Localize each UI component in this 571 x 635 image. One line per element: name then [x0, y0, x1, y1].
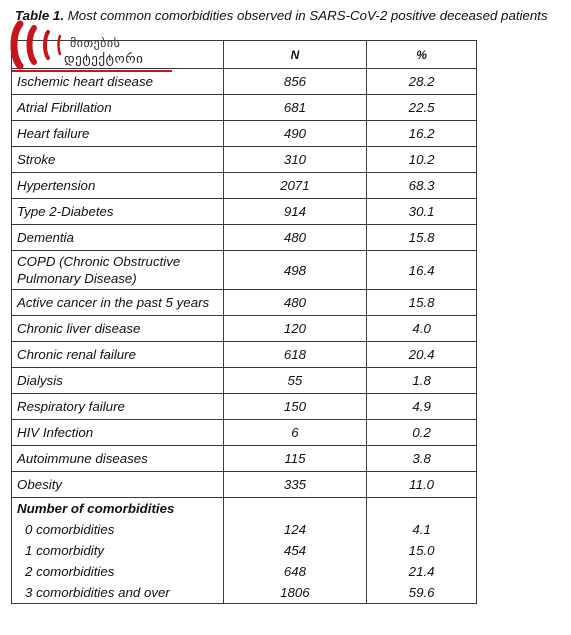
table-body: [12, 69, 477, 498]
table-row: [12, 147, 477, 173]
comorbidity-count-n-value: 124: [283, 522, 306, 537]
row-percent-value: 20.4: [367, 342, 477, 368]
spacer: [230, 498, 361, 519]
comorbidity-count-n-value: 648: [283, 564, 306, 579]
comorbidity-count-labels: [12, 498, 224, 604]
red-wave-logo-icon: [8, 20, 68, 70]
logo-text-line2: დეტექტორი: [64, 51, 144, 66]
table-row: [12, 342, 477, 368]
table-row: [12, 95, 477, 121]
spacer: [373, 498, 470, 519]
row-percent-value: 16.4: [367, 251, 477, 290]
row-label: Ischemic heart disease: [12, 69, 224, 95]
row-n-value: 914: [223, 199, 367, 225]
row-n-value: 618: [223, 342, 367, 368]
table-row: [12, 199, 477, 225]
row-label: Dementia: [12, 225, 224, 251]
row-percent-value: 4.9: [367, 394, 477, 420]
row-n-value: 150: [223, 394, 367, 420]
row-n-value: 856: [223, 69, 367, 95]
row-label: Stroke: [12, 147, 224, 173]
row-percent-value: 16.2: [367, 121, 477, 147]
caption-label: Table 1.: [15, 8, 65, 23]
row-percent-value: 3.8: [367, 446, 477, 472]
table-row: [12, 446, 477, 472]
row-n-value: 490: [223, 121, 367, 147]
row-percent-value: 10.2: [367, 147, 477, 173]
row-label: Dialysis: [12, 368, 224, 394]
row-percent-value: 15.8: [367, 290, 477, 316]
comorbidity-count-label: 1 comorbidity: [25, 543, 105, 558]
row-n-value: 480: [223, 225, 367, 251]
table-row: [12, 368, 477, 394]
row-n-value: 2071: [223, 173, 367, 199]
row-n-value: 310: [223, 147, 367, 173]
table-row: [12, 472, 477, 498]
row-n-value: 498: [223, 251, 367, 290]
row-label: Atrial Fibrillation: [12, 95, 224, 121]
row-n-value: 480: [223, 290, 367, 316]
row-n-value: 115: [223, 446, 367, 472]
row-label: Respiratory failure: [12, 394, 224, 420]
comorbidity-count-label: 2 comorbidities: [25, 564, 115, 579]
row-n-value: 681: [223, 95, 367, 121]
row-percent-value: 28.2: [367, 69, 477, 95]
row-n-value: 335: [223, 472, 367, 498]
table-row: [12, 225, 477, 251]
row-label: Autoimmune diseases: [12, 446, 224, 472]
comorbidity-count-n-value: 454: [283, 543, 306, 558]
row-percent-value: 4.0: [367, 316, 477, 342]
row-label: Type 2-Diabetes: [12, 199, 224, 225]
row-percent-value: 11.0: [367, 472, 477, 498]
comorbidity-count-percent-value: 21.4: [408, 564, 435, 579]
row-percent-value: 1.8: [367, 368, 477, 394]
comorbidity-count-block: [12, 498, 477, 604]
logo-text-line1: მითების: [70, 36, 121, 50]
row-percent-value: 30.1: [367, 199, 477, 225]
row-label: Chronic liver disease: [12, 316, 224, 342]
row-percent-value: 22.5: [367, 95, 477, 121]
row-label: Heart failure: [12, 121, 224, 147]
table-row: [12, 316, 477, 342]
comorbidities-table: [11, 40, 477, 604]
row-label: Chronic renal failure: [12, 342, 224, 368]
comorbidity-count-percent-value: 15.0: [408, 543, 435, 558]
table-row: [12, 251, 477, 290]
comorbidity-count-n: [223, 498, 367, 604]
comorbidity-count-label: 3 comorbidities and over: [25, 585, 170, 600]
comorbidity-count-percent-value: 4.1: [412, 522, 431, 537]
comorbidity-count-n-value: 1806: [280, 585, 310, 600]
logo-underline: [12, 70, 172, 72]
comorbidity-count-percent: [367, 498, 477, 604]
caption-text: Most common comorbidities observed in SARS-CoV-2 positive deceased patients: [67, 8, 548, 23]
row-percent-value: 15.8: [367, 225, 477, 251]
row-label: Active cancer in the past 5 years: [12, 290, 224, 316]
row-label: Hypertension: [12, 173, 224, 199]
table-row: [12, 173, 477, 199]
table-row: [12, 394, 477, 420]
watermark-logo: [8, 20, 178, 78]
row-n-value: 6: [223, 420, 367, 446]
header-n: N: [223, 41, 367, 69]
table-row: [12, 420, 477, 446]
comorbidity-count-label: 0 comorbidities: [25, 522, 115, 537]
row-label: HIV Infection: [12, 420, 224, 446]
row-percent-value: 0.2: [367, 420, 477, 446]
table-row: [12, 121, 477, 147]
row-n-value: 55: [223, 368, 367, 394]
header-percent: %: [367, 41, 477, 69]
row-n-value: 120: [223, 316, 367, 342]
comorbidity-count-percent-value: 59.6: [408, 585, 435, 600]
table-row: [12, 290, 477, 316]
comorbidity-count-title: Number of comorbidities: [17, 501, 175, 516]
row-percent-value: 68.3: [367, 173, 477, 199]
comorbidity-count-row: [12, 498, 477, 604]
row-label: COPD (Chronic Obstructive Pulmonary Disease): [12, 251, 224, 290]
row-label: Obesity: [12, 472, 224, 498]
